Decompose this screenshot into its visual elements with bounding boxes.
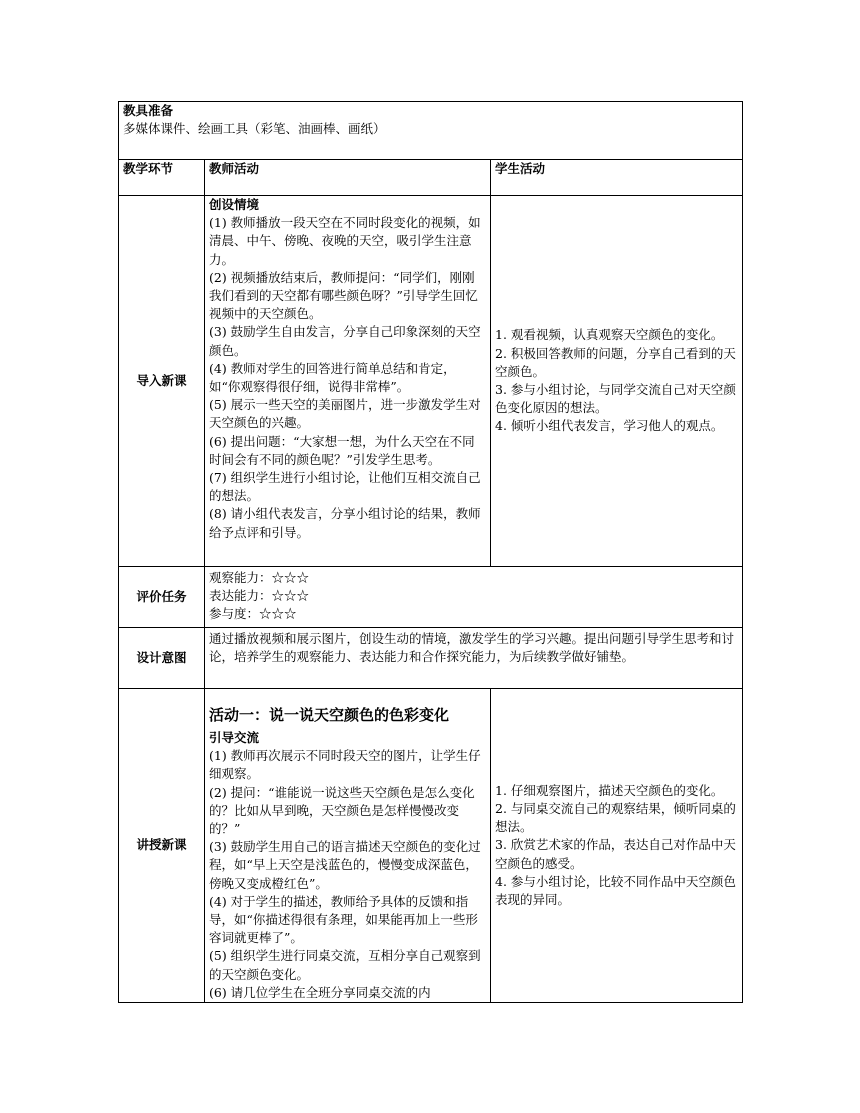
lecture-teacher-item: (1) 教师再次展示不同时段天空的图片，让学生仔细观察。 <box>209 748 481 782</box>
header-student: 学生活动 <box>491 160 743 196</box>
evaluation-row <box>119 567 743 628</box>
preparation-content: 多媒体课件、绘画工具（彩笔、油画棒、画纸） <box>123 121 386 137</box>
design-label: 设计意图 <box>119 628 205 689</box>
design-row <box>119 628 743 689</box>
evaluation-item: 观察能力：☆☆☆ <box>209 570 310 585</box>
intro-teacher-item: (3) 鼓励学生自由发言，分享自己印象深刻的天空颜色。 <box>209 324 481 358</box>
intro-student-item: 2. 积极回答教师的问题，分享自己看到的天空颜色。 <box>495 345 736 379</box>
lecture-teacher-item: (6) 请几位学生在全班分享同桌交流的内 <box>209 984 431 1000</box>
evaluation-cell <box>205 567 743 628</box>
intro-teacher-item: (1) 教师播放一段天空在不同时段变化的视频，如清晨、中午、傍晚、夜晚的天空，吸引学生注意力。 <box>209 215 481 267</box>
intro-student-item: 4. 倾听小组代表发言，学习他人的观点。 <box>495 418 724 434</box>
lecture-teacher-item: (4) 对于学生的描述，教师给予具体的反馈和指导，如“你描述得很有条理，如果能再加上一些形容词就更棒了”。 <box>209 893 478 946</box>
intro-teacher-item: (2) 视频播放结束后，教师提问：“同学们，刚刚我们看到的天空都有哪些颜色呀？”引导学生回忆视频中的天空颜色。 <box>209 269 478 322</box>
header-teacher: 教师活动 <box>205 160 491 196</box>
lecture-teacher-cell <box>205 689 491 1003</box>
intro-teacher-item: (8) 请小组代表发言，分享小组讨论的结果，教师给予点评和引导。 <box>209 506 481 540</box>
preparation-cell <box>119 102 743 160</box>
lecture-student-item: 3. 欣赏艺术家的作品，表达自己对作品中天空颜色的感受。 <box>495 837 736 871</box>
header-stage: 教学环节 <box>119 160 205 196</box>
preparation-row <box>119 102 743 160</box>
lecture-student-item: 1. 仔细观察图片，描述天空颜色的变化。 <box>495 782 724 798</box>
lecture-teacher-item: (5) 组织学生进行同桌交流，互相分享自己观察到的天空颜色变化。 <box>209 948 481 982</box>
lecture-student-item: 4. 参与小组讨论，比较不同作品中天空颜色表现的异同。 <box>495 873 736 908</box>
intro-label: 导入新课 <box>119 196 205 567</box>
evaluation-item: 表达能力：☆☆☆ <box>209 588 310 604</box>
intro-subtitle: 创设情境 <box>209 197 260 212</box>
intro-student-item: 3. 参与小组讨论，与同学交流自己对天空颜色变化原因的想法。 <box>495 382 736 416</box>
lecture-teacher-item: (2) 提问：“谁能说一说这些天空颜色是怎么变化的？比如从早到晚，天空颜色是怎样慢慢改变的？” <box>209 784 475 837</box>
intro-row <box>119 196 743 567</box>
lecture-label: 讲授新课 <box>119 689 205 1003</box>
lecture-row <box>119 689 743 1003</box>
preparation-title: 教具准备 <box>123 103 174 118</box>
design-text: 通过播放视频和展示图片，创设生动的情境，激发学生的学习兴趣。提出问题引导学生思考和讨论，培养学生的观察能力、表达能力和合作探究能力，为后续教学做好铺垫。 <box>205 628 743 689</box>
evaluation-label: 评价任务 <box>119 567 205 628</box>
intro-teacher-item: (7) 组织学生进行小组讨论，让他们互相交流自己的想法。 <box>209 470 481 504</box>
intro-teacher-item: (5) 展示一些天空的美丽图片，进一步激发学生对天空颜色的兴趣。 <box>209 397 481 431</box>
intro-teacher-cell <box>205 196 491 567</box>
intro-student-cell <box>491 196 743 567</box>
intro-teacher-item: (6) 提出问题：“大家想一想，为什么天空在不同时间会有不同的颜色呢？”引发学生思考。 <box>209 433 475 467</box>
lecture-subtitle: 引导交流 <box>209 730 260 745</box>
lecture-activity-title: 活动一：说一说天空颜色的色彩变化 <box>209 706 450 724</box>
intro-teacher-item: (4) 教师对学生的回答进行简单总结和肯定，如“你观察得很仔细，说得非常棒”。 <box>209 360 456 395</box>
lecture-student-item: 2. 与同桌交流自己的观察结果，倾听同桌的想法。 <box>495 801 736 835</box>
lecture-student-cell <box>491 689 743 1003</box>
lecture-teacher-item: (3) 鼓励学生用自己的语言描述天空颜色的变化过程，如“早上天空是浅蓝色的，慢慢变成深蓝色，傍晚又变成橙红色”。 <box>209 839 481 891</box>
evaluation-item: 参与度：☆☆☆ <box>209 606 297 622</box>
lesson-plan-table <box>118 101 743 1003</box>
intro-student-item: 1. 观看视频，认真观察天空颜色的变化。 <box>495 327 724 343</box>
header-row <box>119 160 743 196</box>
